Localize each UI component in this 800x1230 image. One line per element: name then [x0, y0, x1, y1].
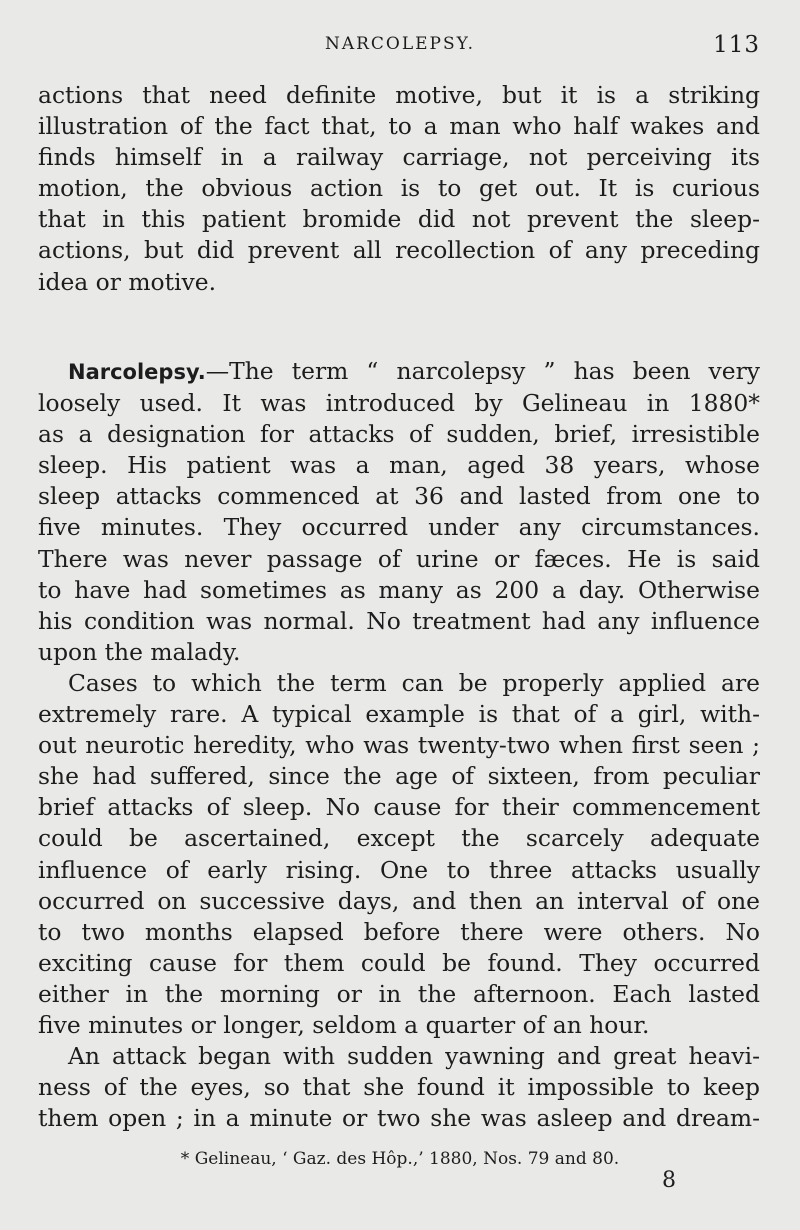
text-line: ness of the eyes, so that she found it impossible to keep: [38, 1073, 760, 1102]
text-line: out neurotic heredity, who was twenty-two when first seen ;: [38, 731, 760, 760]
text-line: either in the morning or in the afternoon. Each lasted: [38, 979, 760, 1008]
text-line: idea or motive.: [38, 267, 217, 296]
section-heading: Narcolepsy.: [68, 360, 206, 384]
text-line: There was never passage of urine or fæces. He is said: [38, 544, 760, 573]
text-line: his condition was normal. No treatment had any influence: [38, 606, 760, 635]
text-line: them open ; in a minute or two she was asleep and dream-: [38, 1104, 760, 1133]
running-title: NARCOLEPSY.: [324, 34, 476, 54]
text-line: that in this patient bromide did not prevent the sleep-: [38, 205, 760, 234]
text-line: actions, but did prevent all recollection of any preceding: [38, 236, 760, 265]
text-line: five minutes. They occurred under any circumstances.: [38, 513, 760, 542]
text-line: as a designation for attacks of sudden, brief, irresistible: [38, 420, 760, 449]
section-first-line: [38, 356, 760, 388]
text-line: exciting cause for them could be found. They occurred: [38, 948, 760, 977]
text-line: sleep. His patient was a man, aged 38 years, whose: [38, 451, 760, 480]
text-line: illustration of the fact that, to a man who half wakes and: [38, 112, 760, 141]
text-line: upon the malady.: [38, 637, 241, 666]
text-line: to two months elapsed before there were others. No: [38, 917, 760, 946]
intro-paragraph: [38, 80, 760, 298]
text-line: loosely used. It was introduced by Gelineau in 1880*: [38, 389, 760, 418]
text-line: extremely rare. A typical example is that of a girl, with-: [38, 700, 760, 729]
text-line: influence of early rising. One to three attacks usually: [38, 855, 760, 884]
text-line: sleep attacks commenced at 36 and lasted from one to: [38, 482, 760, 511]
signature-mark: 8: [662, 1168, 676, 1193]
text-line: Cases to which the term can be properly applied are: [68, 668, 760, 697]
text-line: finds himself in a railway carriage, not perceiving its: [38, 143, 760, 172]
text-line: five minutes or longer, seldom a quarter of an hour.: [38, 1010, 650, 1039]
page-number: 113: [713, 32, 760, 58]
text-line: brief attacks of sleep. No cause for their commencement: [38, 793, 760, 822]
text-line: An attack began with sudden yawning and great heavi-: [68, 1042, 760, 1071]
footnote: * Gelineau, ‘ Gaz. des Hôp.,’ 1880, Nos. 79 and 80.: [180, 1149, 620, 1169]
text-line: could be ascertained, except the scarcely adequate: [38, 824, 760, 853]
text-line: occurred on successive days, and then an interval of one: [38, 886, 760, 915]
text-line: to have had sometimes as many as 200 a day. Otherwise: [38, 575, 760, 604]
text-line: motion, the obvious action is to get out. It is curious: [38, 174, 760, 203]
text-line: she had suffered, since the age of sixteen, from peculiar: [38, 762, 760, 791]
narcolepsy-section: [38, 356, 760, 1134]
section-first-line-text: —The term “ narcolepsy ” has been very: [205, 357, 760, 385]
text-line: actions that need definite motive, but it is a striking: [38, 81, 760, 109]
